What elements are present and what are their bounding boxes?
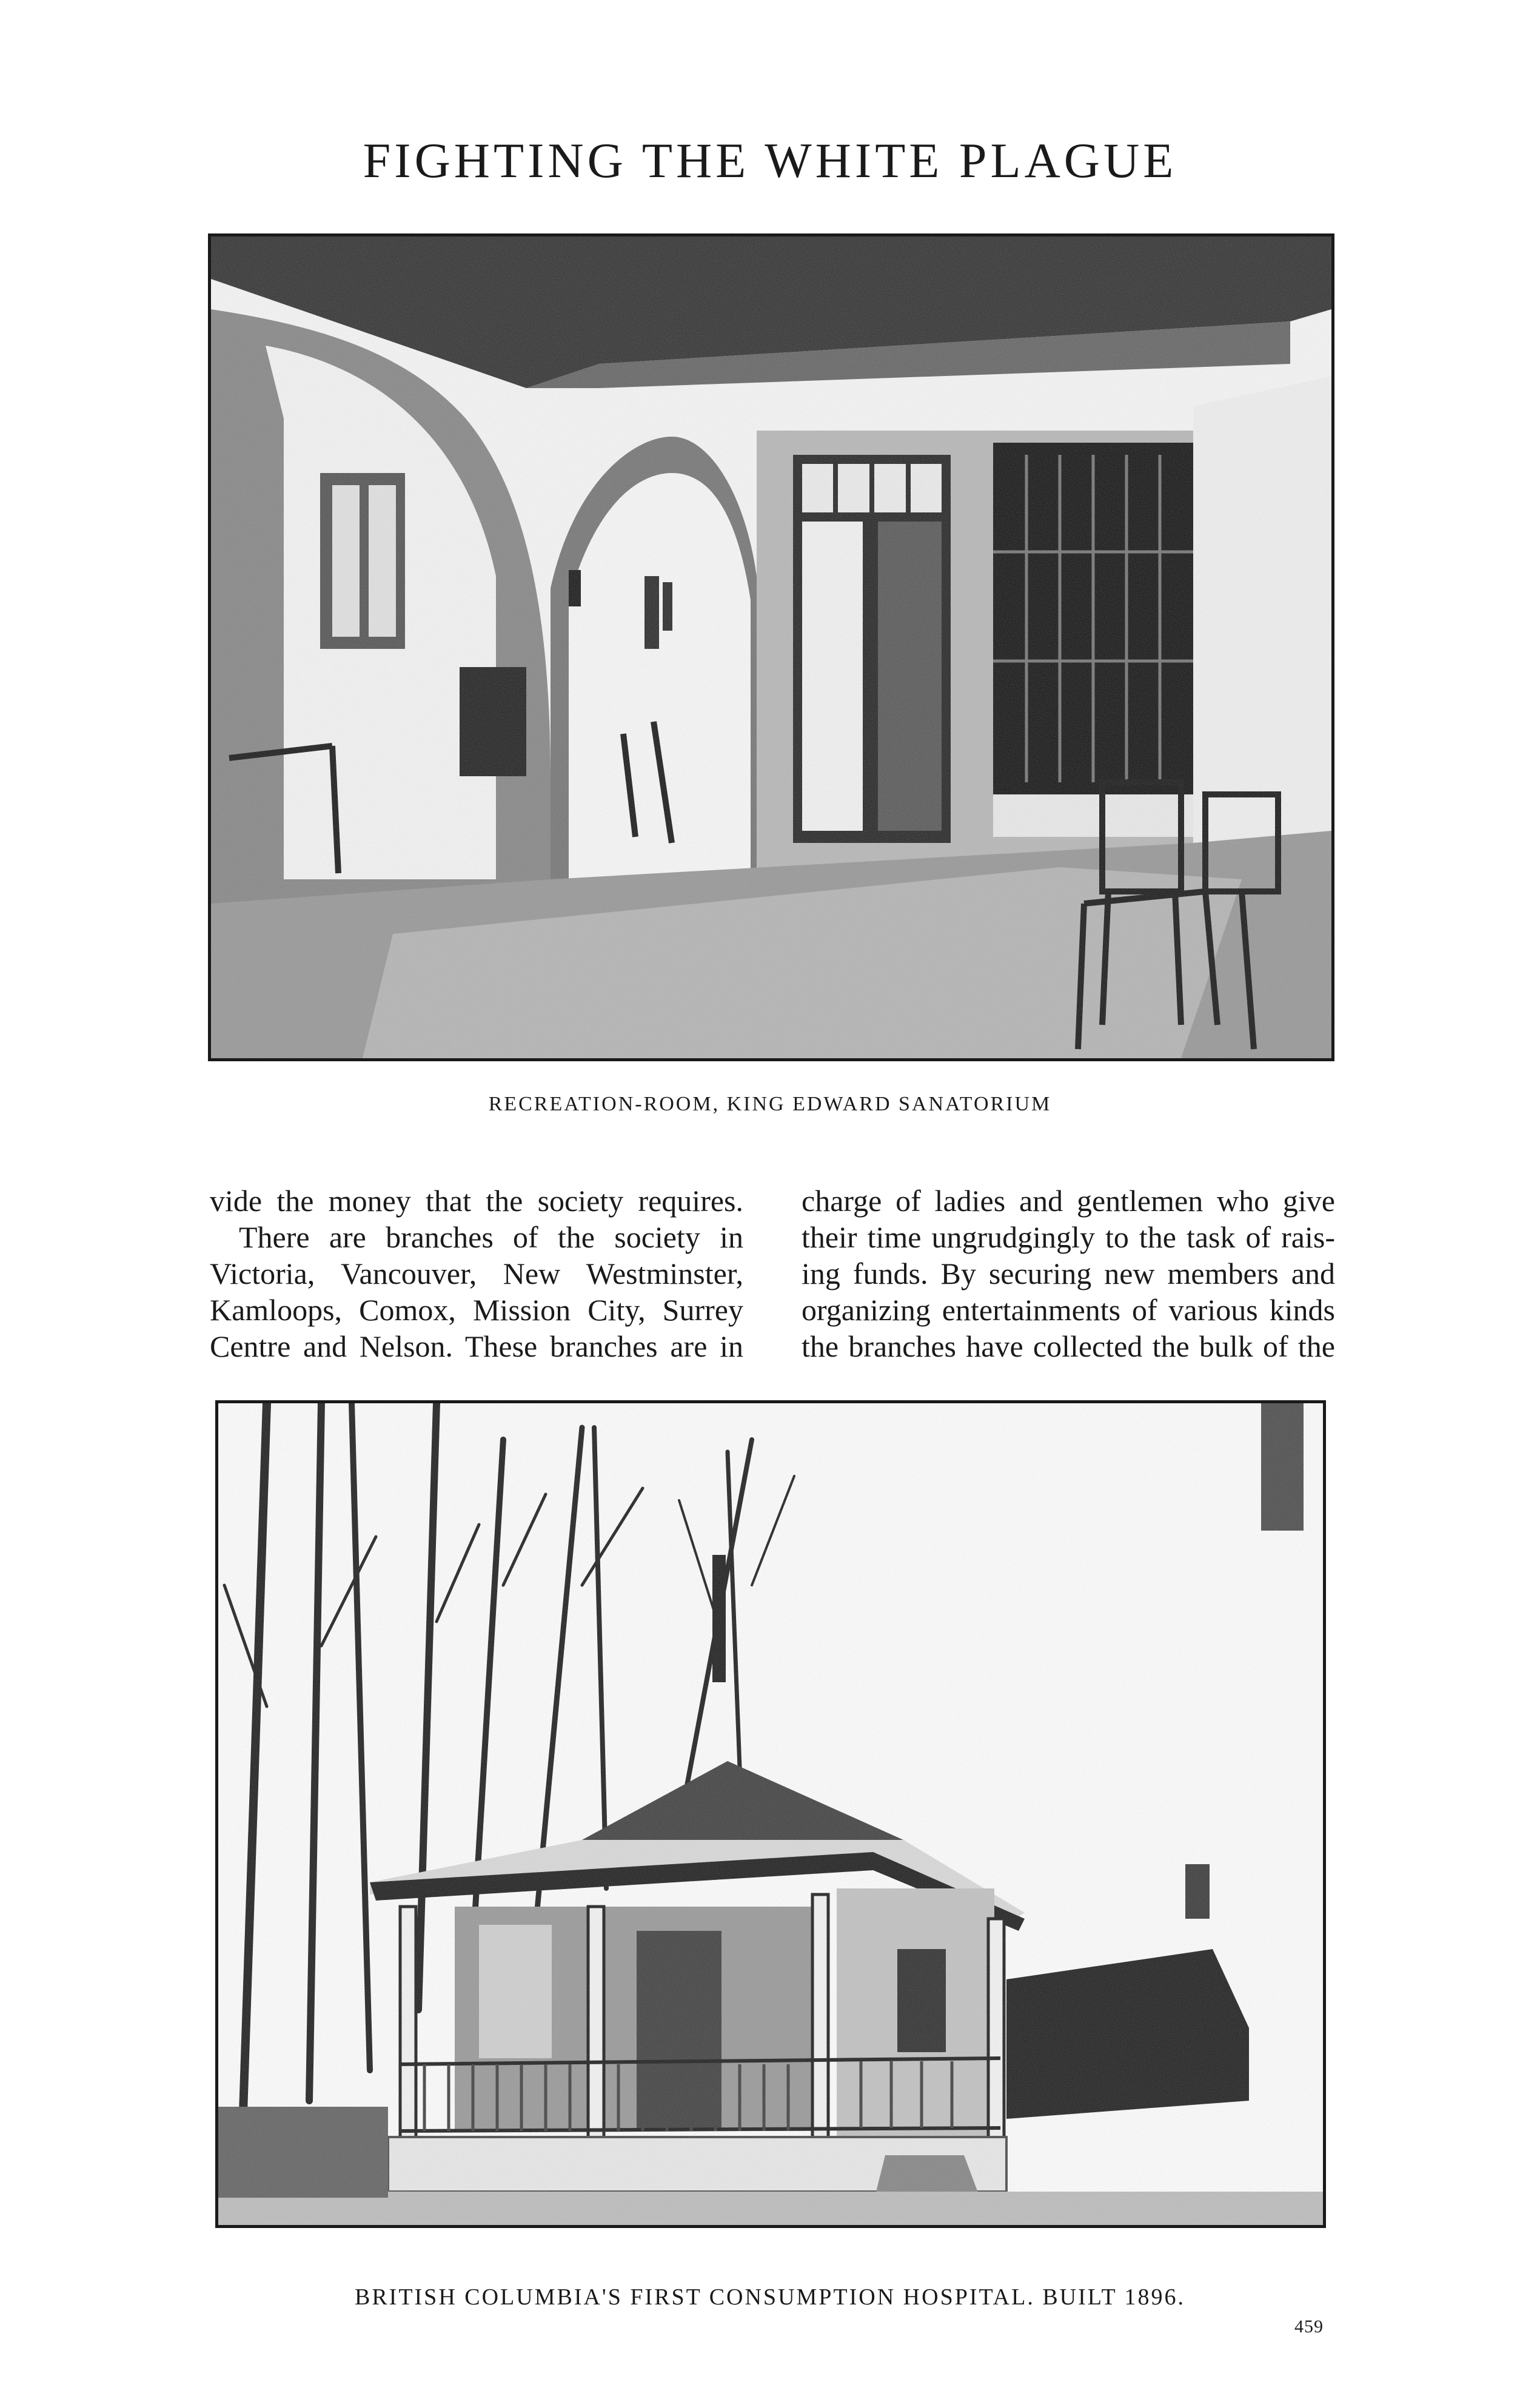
text-line: Centre and Nelson. These branches are in: [210, 1329, 743, 1363]
text-line: Victoria, Vancouver, New Westminster,: [210, 1257, 743, 1290]
text-line: their time ungrudgingly to the task of rais-: [802, 1220, 1335, 1254]
text-line: charge of ladies and gentlemen who give: [802, 1184, 1335, 1218]
text-line: vide the money that the society requires.: [210, 1184, 743, 1218]
text-line: organizing entertainments of various kinds: [802, 1293, 1335, 1327]
text-line: ing funds. By securing new members and: [802, 1257, 1335, 1290]
photo-first-consumption-hospital-illustration: [218, 1403, 1323, 2225]
caption-first-consumption-hospital: BRITISH COLUMBIA'S FIRST CONSUMPTION HOSPITAL. BUILT 1896.: [354, 2284, 1186, 2310]
running-head: FIGHTING THE WHITE PLAGUE: [363, 133, 1177, 188]
photo-first-consumption-hospital: [215, 1400, 1326, 2228]
text-column-right: [802, 1183, 1335, 1364]
text-line: the branches have collected the bulk of the: [802, 1329, 1335, 1363]
text-line: Kamloops, Comox, Mission City, Surrey: [210, 1293, 743, 1327]
text-line: There are branches of the society in: [239, 1220, 743, 1254]
photo-recreation-room-illustration: [211, 237, 1331, 1058]
text-column-left: [210, 1183, 743, 1364]
page-number: 459: [1294, 2317, 1324, 2337]
photo-recreation-room: [208, 233, 1334, 1061]
caption-recreation-room: RECREATION-ROOM, KING EDWARD SANATORIUM: [488, 1093, 1052, 1115]
